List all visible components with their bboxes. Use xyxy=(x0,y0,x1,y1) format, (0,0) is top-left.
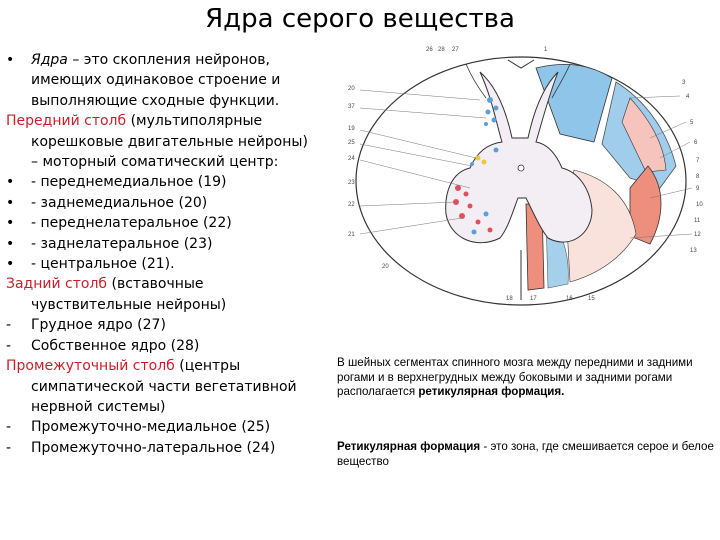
anterior-line-2: корешковые двигательные нейроны) xyxy=(31,133,308,150)
intermediate-line-3: нервной системы) xyxy=(31,398,166,415)
dash-marker: - xyxy=(6,419,12,436)
slide-title: Ядра серого вещества xyxy=(205,4,515,34)
posterior-heading-line xyxy=(6,274,346,294)
reticular-definition-note: Ретикулярная формация - это зона, где смешивается серое и белое вещество xyxy=(337,440,714,468)
intermediate-heading-rest: (центры xyxy=(174,358,241,375)
diagram-label: 16 xyxy=(566,296,573,302)
list-item: • - центральное (21). xyxy=(6,254,346,274)
bullet-marker: • xyxy=(6,194,15,211)
diagram-label: 13 xyxy=(690,248,697,254)
diagram-label: 25 xyxy=(348,140,355,146)
anterior-column-heading: Передний столб xyxy=(6,113,127,130)
dash-marker: - xyxy=(6,439,12,456)
list-item: - Грудное ядро (27) xyxy=(6,315,346,335)
diagram-label: 20 xyxy=(348,86,355,92)
reticular-term: ретикулярная формация. xyxy=(418,385,565,399)
nuclei-text-column xyxy=(6,50,346,458)
diagram-label: 7 xyxy=(696,158,700,164)
bullet-marker: • xyxy=(6,215,15,232)
diagram-label: 6 xyxy=(694,140,698,146)
diagram-label: 11 xyxy=(694,218,701,224)
definition-line-2: имеющих одинаковое строение и xyxy=(31,72,281,89)
list-item: • - заднемедиальное (20) xyxy=(6,193,346,213)
diagram-label: 10 xyxy=(696,202,703,208)
bullet-marker: • xyxy=(6,235,15,252)
diagram-label: 23 xyxy=(348,180,355,186)
reticular-location-note: В шейных сегментах спинного мозга между передними и задними рогами и в верхнегрудных между боковыми и задними рогами располагается ретикулярная формация. xyxy=(337,356,693,399)
diagram-label: 9 xyxy=(696,186,700,192)
diagram-label: 20 xyxy=(382,264,389,270)
diagram-label: 18 xyxy=(506,296,513,302)
dash-marker: - xyxy=(6,317,12,334)
diagram-label: 15 xyxy=(588,296,595,302)
diagram-label: 19 xyxy=(348,126,355,132)
list-item: - Промежуточно-медиальное (25) xyxy=(6,417,346,437)
posterior-heading-rest: (вставочные xyxy=(107,276,204,293)
definition-line-1 xyxy=(6,50,346,70)
list-item: • - переднелатеральное (22) xyxy=(6,213,346,233)
diagram-label: 12 xyxy=(694,232,701,238)
central-canal xyxy=(518,165,524,171)
intermediate-heading-line xyxy=(6,356,346,376)
diagram-label: 37 xyxy=(348,104,355,110)
list-item: - Промежуточно-латеральное (24) xyxy=(6,438,346,458)
diagram-label: 26 xyxy=(426,47,433,53)
diagram-label: 8 xyxy=(696,174,700,180)
diagram-label: 21 xyxy=(348,232,355,238)
reticular-term: Ретикулярная формация xyxy=(337,440,481,453)
diagram-label: 24 xyxy=(348,156,355,162)
diagram-label: 17 xyxy=(530,296,537,302)
anterior-heading-rest: (мультиполярные xyxy=(126,113,263,130)
bullet-marker: • xyxy=(6,256,15,273)
diagram-label: 27 xyxy=(452,47,459,53)
intermediate-column-heading: Промежуточный столб xyxy=(6,358,175,375)
spinal-cord-diagram xyxy=(330,38,718,308)
diagram-label: 4 xyxy=(686,94,690,100)
diagram-label: 22 xyxy=(348,202,355,208)
posterior-column-heading: Задний столб xyxy=(6,276,108,293)
diagram-label: 3 xyxy=(682,80,686,86)
diagram-label: 1 xyxy=(544,47,548,53)
bullet-marker: • xyxy=(6,52,15,68)
dash-marker: - xyxy=(6,337,12,354)
posterior-line-2: чувствительные нейроны) xyxy=(31,296,227,313)
definition-term: Ядра xyxy=(31,52,68,68)
list-item: • - переднемедиальное (19) xyxy=(6,172,346,192)
definition-text: – это скопления нейронов, xyxy=(67,52,270,68)
diagram-label: 28 xyxy=(438,47,445,53)
bullet-marker: • xyxy=(6,174,15,191)
list-item: • - заднелатеральное (23) xyxy=(6,234,346,254)
anterior-line-3: – моторный соматический центр: xyxy=(31,154,279,171)
anterior-heading-line xyxy=(6,111,346,131)
definition-line-3: выполняющие сходные функции. xyxy=(31,92,280,109)
diagram-label: 5 xyxy=(690,120,694,126)
list-item: - Собственное ядро (28) xyxy=(6,336,346,356)
intermediate-line-2: симпатической части вегетативной xyxy=(31,378,297,395)
